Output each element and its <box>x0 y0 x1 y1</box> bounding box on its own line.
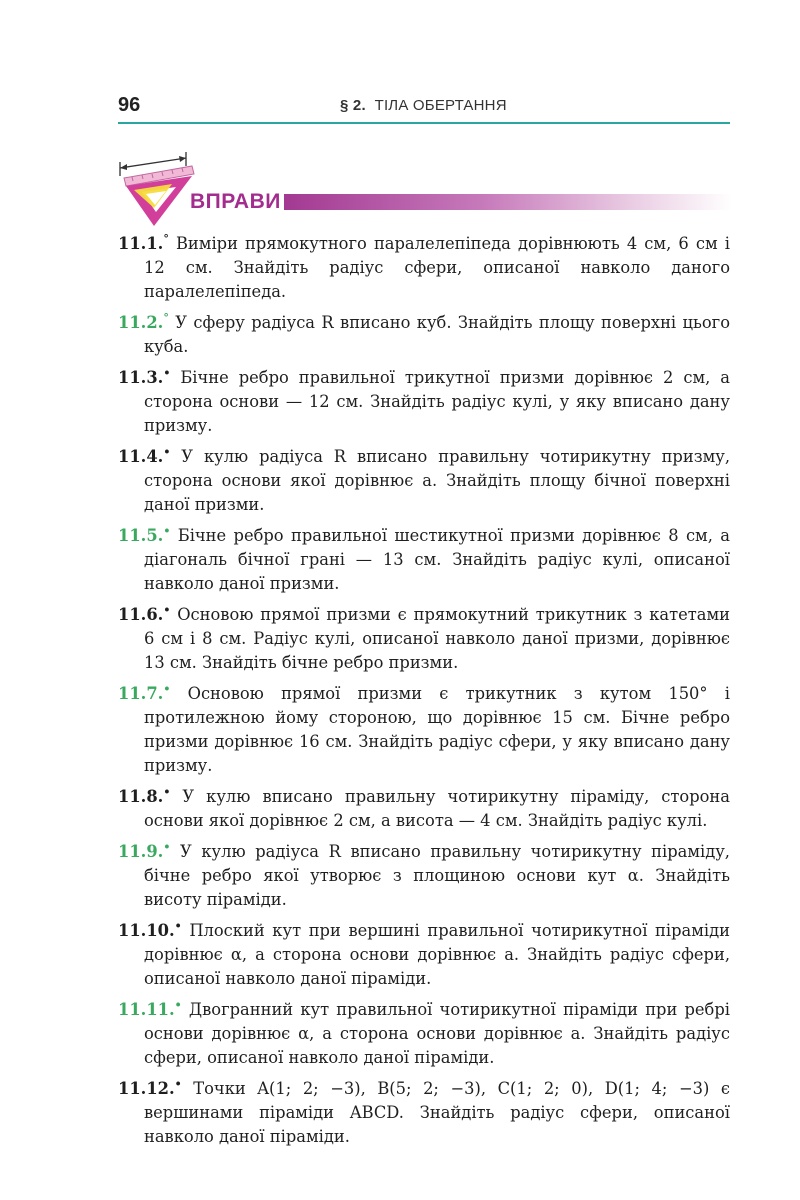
exercise-text: У сферу радіуса R вписано куб. Знайдіть площу поверхні цього куба. <box>144 313 730 356</box>
difficulty-mark: • <box>163 682 171 696</box>
exercise-item <box>118 1077 730 1149</box>
difficulty-mark: • <box>163 366 171 380</box>
difficulty-mark: • <box>163 785 171 799</box>
difficulty-mark: • <box>163 524 171 538</box>
difficulty-mark: • <box>163 840 171 854</box>
banner-gradient-bar <box>284 194 732 210</box>
section-name: ТІЛА ОБЕРТАННЯ <box>374 97 507 114</box>
exercise-item <box>118 524 730 596</box>
exercise-list <box>118 232 730 1156</box>
exercise-number-text: 11.11. <box>118 1000 175 1019</box>
exercise-number <box>118 787 170 806</box>
exercise-number <box>118 447 170 466</box>
exercises-banner <box>112 150 732 230</box>
exercise-number <box>118 605 170 624</box>
exercise-item <box>118 998 730 1070</box>
exercise-item <box>118 682 730 778</box>
exercise-number <box>118 313 169 332</box>
exercise-text: Бічне ребро правильної шестикутної призми дорівнює 8 см, а діагональ бічної грані — 13 см. Знайдіть радіус кулі, описаної навколо даної призми. <box>144 526 730 593</box>
difficulty-mark: • <box>174 1077 182 1091</box>
exercise-number <box>118 921 182 940</box>
exercise-item <box>118 445 730 517</box>
exercise-text: Двогранний кут правильної чотирикутної піраміди при ребрі основи дорівнює α, а сторона основи дорівнює a. Знайдіть радіус сфери, описаної навколо даної піраміди. <box>144 1000 730 1067</box>
exercise-text: Точки A(1; 2; −3), B(5; 2; −3), C(1; 2; 0), D(1; 4; −3) є вершинами піраміди ABCD. Знайдіть радіус сфери, описаної навколо даної піраміди. <box>144 1079 730 1146</box>
exercise-item <box>118 785 730 833</box>
exercise-text: Бічне ребро правильної трикутної призми дорівнює 2 см, а сторона основи — 12 см. Знайдіть радіус кулі, у яку вписано дану призму. <box>144 368 730 435</box>
exercise-number <box>118 526 170 545</box>
exercise-number-text: 11.9. <box>118 842 164 861</box>
exercise-number-text: 11.2. <box>118 313 164 332</box>
exercise-number-text: 11.10. <box>118 921 175 940</box>
exercise-text: Основою прямої призми є прямокутний трикутник з катетами 6 см і 8 см. Радіус кулі, описаної навколо даної призми, дорівнює 13 см. Знайдіть бічне ребро призми. <box>144 605 730 672</box>
exercise-item <box>118 919 730 991</box>
exercise-number-text: 11.1. <box>118 234 164 253</box>
exercise-number <box>118 1079 182 1098</box>
difficulty-mark: • <box>174 998 182 1012</box>
difficulty-mark: ° <box>163 232 169 246</box>
exercise-item <box>118 232 730 304</box>
exercise-number-text: 11.5. <box>118 526 164 545</box>
exercise-text: У кулю радіуса R вписано правильну чотирикутну піраміду, бічне ребро якої утворює з площиною основи кут α. Знайдіть висоту піраміди. <box>144 842 730 909</box>
section-label: § 2. <box>340 97 366 114</box>
exercise-text: У кулю вписано правильну чотирикутну піраміду, сторона основи якої дорівнює 2 см, а висота — 4 см. Знайдіть радіус кулі. <box>144 787 730 830</box>
section-title <box>340 97 507 114</box>
exercise-number-text: 11.12. <box>118 1079 175 1098</box>
difficulty-mark: • <box>163 445 171 459</box>
difficulty-mark: ° <box>163 311 169 325</box>
exercise-item <box>118 840 730 912</box>
exercise-item <box>118 366 730 438</box>
exercise-number-text: 11.7. <box>118 684 164 703</box>
exercise-number-text: 11.4. <box>118 447 164 466</box>
exercise-number-text: 11.8. <box>118 787 164 806</box>
page-header <box>118 94 730 122</box>
header-rule <box>118 122 730 124</box>
exercise-text: Виміри прямокутного паралелепіпеда дорівнюють 4 см, 6 см і 12 см. Знайдіть радіус сфери, описаної навколо даного паралелепіпеда. <box>144 234 730 301</box>
difficulty-mark: • <box>163 603 171 617</box>
page-number: 96 <box>118 94 141 116</box>
exercise-text: Плоский кут при вершині правильної чотирикутної піраміди дорівнює α, а сторона основи дорівнює a. Знайдіть радіус сфери, описаної навколо даної піраміди. <box>144 921 730 988</box>
difficulty-mark: • <box>174 919 182 933</box>
ruler-triangle-icon <box>112 150 202 230</box>
exercise-text: Основою прямої призми є трикутник з кутом 150° і протилежною йому стороною, що дорівнює 15 см. Бічне ребро призми дорівнює 16 см. Знайдіть радіус сфери, у яку вписано дану призму. <box>144 684 730 775</box>
exercise-number <box>118 842 170 861</box>
exercise-number <box>118 368 170 387</box>
exercise-item <box>118 311 730 359</box>
exercise-number <box>118 684 170 703</box>
exercise-number <box>118 234 169 253</box>
exercise-number <box>118 1000 182 1019</box>
exercise-number-text: 11.6. <box>118 605 164 624</box>
banner-title: ВПРАВИ <box>190 190 281 213</box>
exercise-item <box>118 603 730 675</box>
exercise-text: У кулю радіуса R вписано правильну чотирикутну призму, сторона основи якої дорівнює a. Знайдіть площу бічної поверхні даної призми. <box>144 447 730 514</box>
exercise-number-text: 11.3. <box>118 368 164 387</box>
